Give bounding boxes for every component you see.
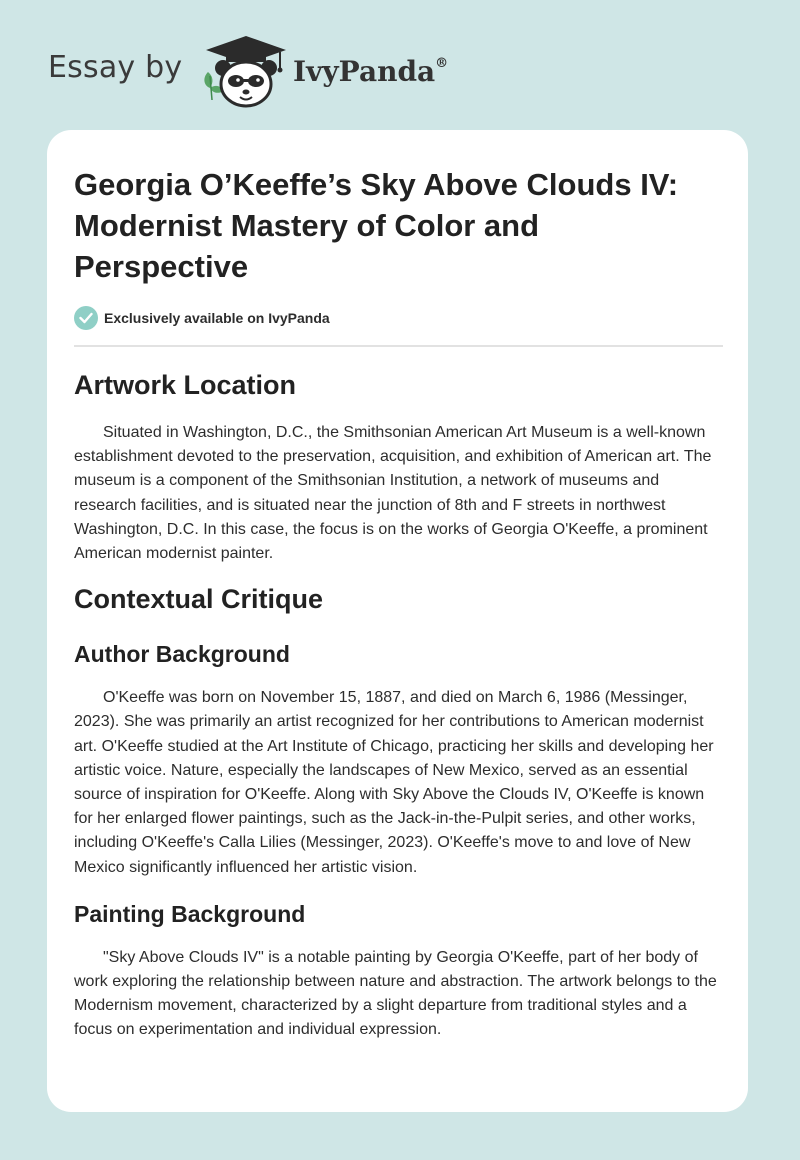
site-header [0,0,800,120]
article-title: Georgia O’Keeffe’s Sky Above Clouds IV: Modernist Mastery of Color and Perspective [74,167,679,284]
heading-painting-background: Painting Background [74,900,306,927]
article-card [47,130,748,1112]
exclusive-badge [74,306,330,330]
check-circle-icon [74,306,98,330]
paragraph-artwork-location: Situated in Washington, D.C., the Smithsonian American Art Museum is a well-known establishment devoted to the preservation, acquisition, and exhibition of American art. The museum is a component of the Smithsonian Institution, a network of museums and research facilities, and is situated near the junction of 8th and F streets in northwest Washington, D.C. In this case, the focus is on the works of Georgia O'Keeffe, a prominent American modernist painter. [74,424,712,563]
paragraph-author-background: O'Keeffe was born on November 15, 1887, and died on March 6, 1986 (Messinger, 2023). She was primarily an artist recognized for her contributions to American modernist art. O'Keeffe studied at the Art Institute of Chicago, practicing her skills and developing her artistic voice. Nature, especially the landscapes of New Mexico, served as an essential source of inspiration for O'Keeffe. Along with Sky Above the Clouds IV, O'Keeffe is known for her enlarged flower paintings, such as the Jack-in-the-Pulpit series, and other works, including O'Keeffe's Calla Lilies (Messinger, 2023). O'Keeffe's move to and love of New Mexico significantly influenced her artistic vision. [74,689,714,876]
brand-name[interactable]: IvyPanda® [293,55,449,88]
paragraph-painting-background: "Sky Above Clouds IV" is a notable painting by Georgia O'Keeffe, part of her body of work exploring the relationship between nature and abstraction. The artwork belongs to the Modernism movement, characterized by a slight departure from traditional styles and a focus on experimentation and individual expression. [74,948,717,1039]
heading-author-background: Author Background [74,641,290,668]
panda-logo-icon[interactable] [200,34,292,110]
heading-artwork-location: Artwork Location [74,370,297,400]
article-body [74,366,723,1043]
heading-contextual-critique: Contextual Critique [74,584,324,615]
title-divider [74,345,723,347]
exclusive-badge-text: Exclusively available on IvyPanda [104,310,330,326]
essay-by-label: Essay by [48,50,183,85]
